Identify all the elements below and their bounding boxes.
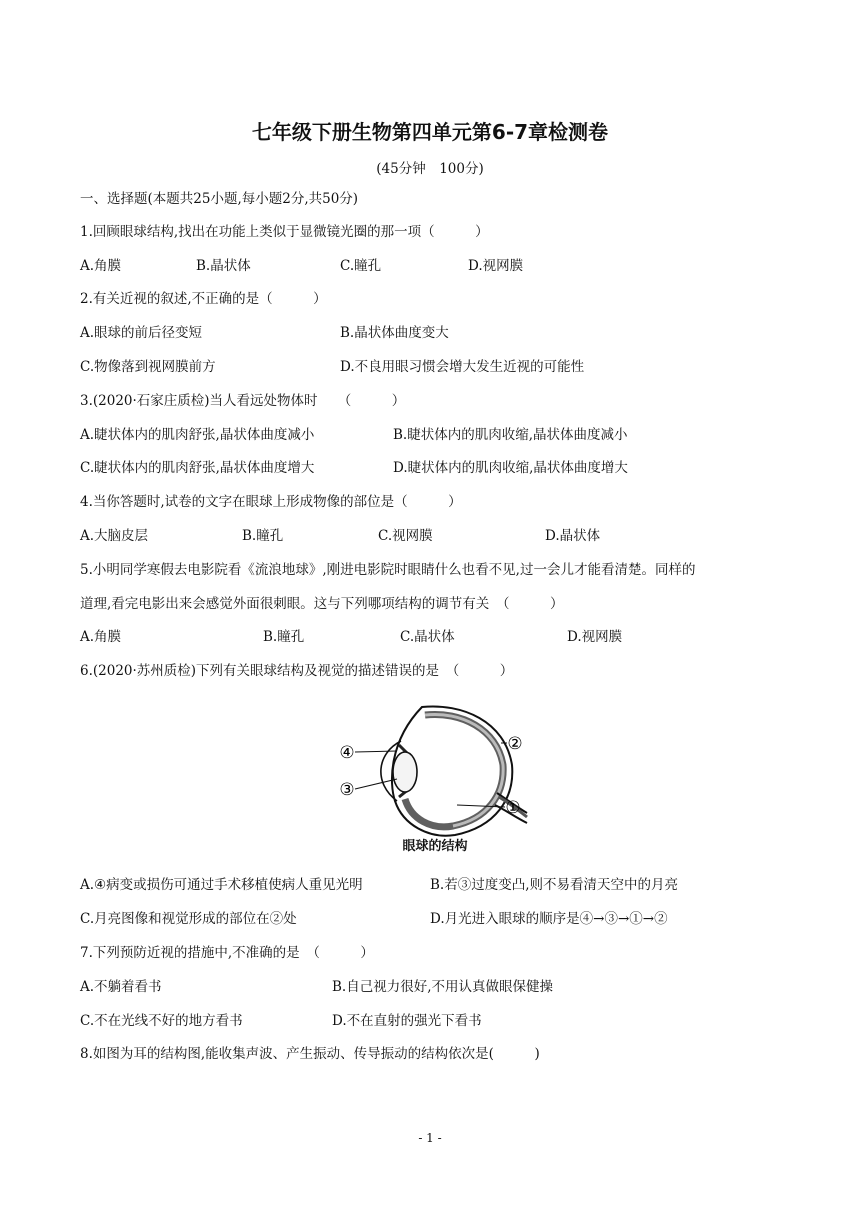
question-1-option-c: C.瞳孔 bbox=[340, 258, 382, 274]
question-2-stem: 2.有关近视的叙述,不正确的是（ ） bbox=[80, 291, 327, 307]
question-1-option-b: B.晶状体 bbox=[196, 258, 251, 274]
question-6-option-b: B.若③过度变凸,则不易看清天空中的月亮 bbox=[430, 877, 679, 893]
eyeball-structure-diagram bbox=[337, 697, 533, 857]
label-4 bbox=[339, 743, 354, 763]
question-4-stem: 4.当你答题时,试卷的文字在眼球上形成物像的部位是（ ） bbox=[80, 494, 462, 510]
question-5-option-d: D.视网膜 bbox=[567, 629, 623, 645]
question-5-option-c: C.晶状体 bbox=[400, 629, 455, 645]
question-6-option-d: D.月光进入眼球的顺序是④→③→①→② bbox=[430, 911, 668, 927]
question-5-option-a: A.角膜 bbox=[80, 629, 122, 645]
question-3-option-b: B.睫状体内的肌肉收缩,晶状体曲度减小 bbox=[393, 427, 628, 443]
question-7-option-d: D.不在直射的强光下看书 bbox=[332, 1013, 482, 1029]
question-7-stem: 7.下列预防近视的措施中,不准确的是 （ ） bbox=[80, 945, 374, 961]
question-2-option-b: B.晶状体曲度变大 bbox=[340, 325, 449, 341]
page-title: 七年级下册生物第四单元第6-7章检测卷 bbox=[251, 120, 609, 144]
label-3 bbox=[339, 780, 354, 800]
question-6-option-a: A.④病变或损伤可通过手术移植使病人重见光明 bbox=[80, 877, 363, 893]
question-7-option-b: B.自己视力很好,不用认真做眼保健操 bbox=[332, 979, 554, 995]
question-3-stem: 3.(2020·石家庄质检)当人看远处物体时 （ ） bbox=[80, 393, 406, 409]
question-2-option-c: C.物像落到视网膜前方 bbox=[80, 359, 216, 375]
question-4-option-c: C.视网膜 bbox=[378, 528, 433, 544]
exam-duration-score: (45分钟 100分) bbox=[376, 161, 484, 177]
question-2-option-d: D.不良用眼习惯会增大发生近视的可能性 bbox=[340, 359, 585, 375]
question-1-stem: 1.回顾眼球结构,找出在功能上类似于显微镜光圈的那一项（ ） bbox=[80, 224, 489, 240]
section-heading: 一、选择题(本题共25小题,每小题2分,共50分) bbox=[80, 191, 359, 207]
svg-text:①: ① bbox=[505, 798, 521, 818]
question-3-option-a: A.睫状体内的肌肉舒张,晶状体曲度减小 bbox=[80, 427, 315, 443]
question-4-option-b: B.瞳孔 bbox=[242, 528, 284, 544]
question-2-option-a: A.眼球的前后径变短 bbox=[80, 325, 203, 341]
figure-caption: 眼球的结构 bbox=[402, 839, 468, 854]
question-5-option-b: B.瞳孔 bbox=[263, 629, 305, 645]
question-7-option-c: C.不在光线不好的地方看书 bbox=[80, 1013, 243, 1029]
question-5-stem-line-2: 道理,看完电影出来会感觉外面很刺眼。这与下列哪项结构的调节有关 （ ） bbox=[80, 596, 564, 612]
question-3-option-d: D.睫状体内的肌肉收缩,晶状体曲度增大 bbox=[393, 460, 628, 476]
question-1-option-d: D.视网膜 bbox=[468, 258, 524, 274]
question-4-option-d: D.晶状体 bbox=[545, 528, 601, 544]
question-8-stem: 8.如图为耳的结构图,能收集声波、产生振动、传导振动的结构依次是( ) bbox=[80, 1046, 540, 1062]
svg-text:③: ③ bbox=[339, 780, 355, 800]
question-3-option-c: C.睫状体内的肌肉舒张,晶状体曲度增大 bbox=[80, 460, 315, 476]
question-6-stem: 6.(2020·苏州质检)下列有关眼球结构及视觉的描述错误的是 （ ） bbox=[80, 663, 514, 679]
svg-text:④: ④ bbox=[339, 743, 355, 763]
question-6-option-c: C.月亮图像和视觉形成的部位在②处 bbox=[80, 911, 297, 927]
page-number: - 1 - bbox=[418, 1131, 442, 1145]
question-5-stem-line-1: 5.小明同学寒假去电影院看《流浪地球》,刚进电影院时眼睛什么也看不见,过一会儿才能看清楚。同样的 bbox=[80, 562, 696, 578]
question-4-option-a: A.大脑皮层 bbox=[80, 528, 149, 544]
question-7-option-a: A.不躺着看书 bbox=[80, 979, 162, 995]
svg-text:②: ② bbox=[507, 734, 523, 754]
question-1-option-a: A.角膜 bbox=[80, 258, 122, 274]
label-2 bbox=[507, 734, 522, 754]
label-1 bbox=[505, 798, 520, 818]
